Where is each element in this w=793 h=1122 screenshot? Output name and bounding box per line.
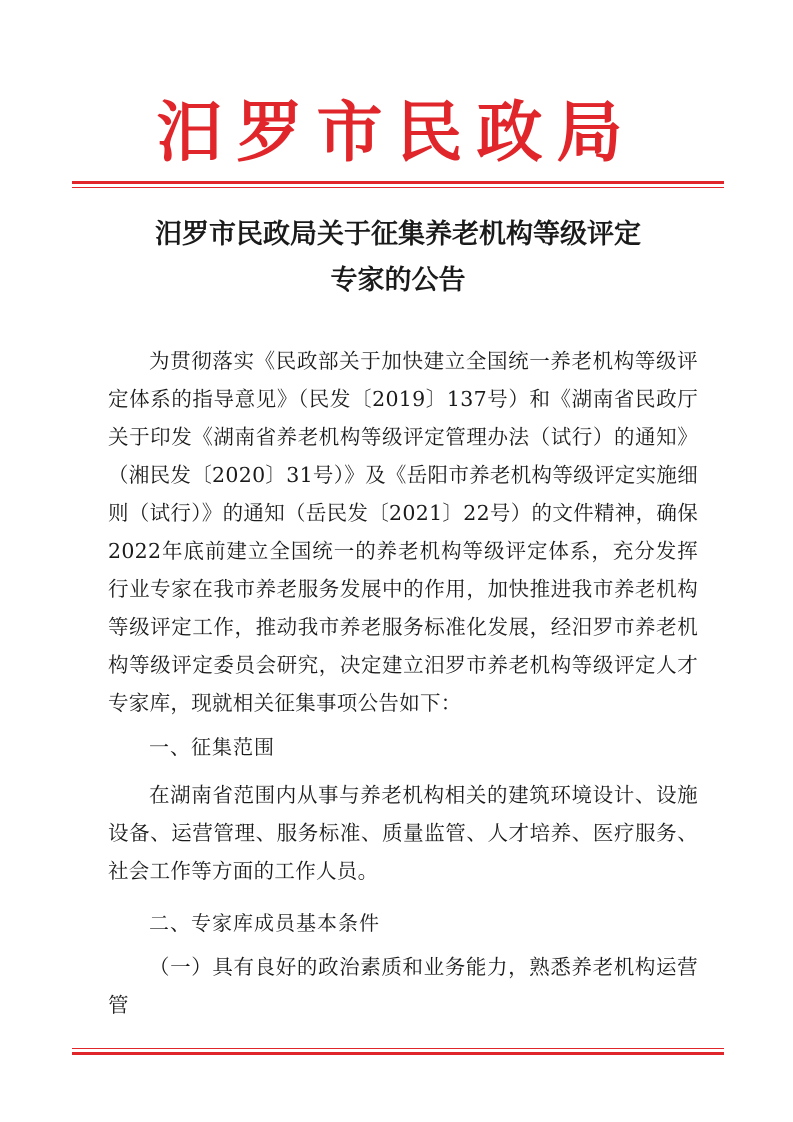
- requirement-item-1: （一）具有良好的政治素质和业务能力，熟悉养老机构运营管: [108, 955, 698, 1017]
- footer-divider-thick: [72, 1052, 724, 1055]
- document-body: [108, 340, 698, 1024]
- masthead-divider-thin: [72, 187, 724, 188]
- scope-paragraph: 在湖南省范围内从事与养老机构相关的建筑环境设计、设施设备、运营管理、服务标准、质量监管、人才培养、医疗服务、社会工作等方面的工作人员。: [108, 783, 698, 883]
- masthead-divider-thick: [72, 181, 724, 184]
- document-title-line-2: 专家的公告: [330, 265, 466, 296]
- issuing-authority-masthead: 汨罗市民政局: [156, 93, 637, 171]
- footer-divider-thin: [72, 1048, 724, 1049]
- document-title: [72, 212, 724, 304]
- document-title-line-1: 汨罗市民政局关于征集养老机构等级评定: [155, 219, 641, 250]
- section-heading-scope: 一、征集范围: [149, 735, 275, 759]
- section-heading-requirements: 二、专家库成员基本条件: [149, 911, 380, 935]
- intro-paragraph: 为贯彻落实《民政部关于加快建立全国统一养老机构等级评定体系的指导意见》（民发〔2019〕137号）和《湖南省民政厅关于印发《湖南省养老机构等级评定管理办法（试行）的通知》（湘民发〔2020〕31号）》及《岳阳市养老机构等级评定实施细则（试行）》的通知（岳民发〔2021〕22号）的文件精神，确保2022年底前建立全国统一的养老机构等级评定体系，充分发挥行业专家在我市养老服务发展中的作用，加快推进我市养老机构等级评定工作，推动我市养老服务标准化发展，经汨罗市养老机构等级评定委员会研究，决定建立汨罗市养老机构等级评定人才专家库，现就相关征集事项公告如下：: [108, 349, 698, 715]
